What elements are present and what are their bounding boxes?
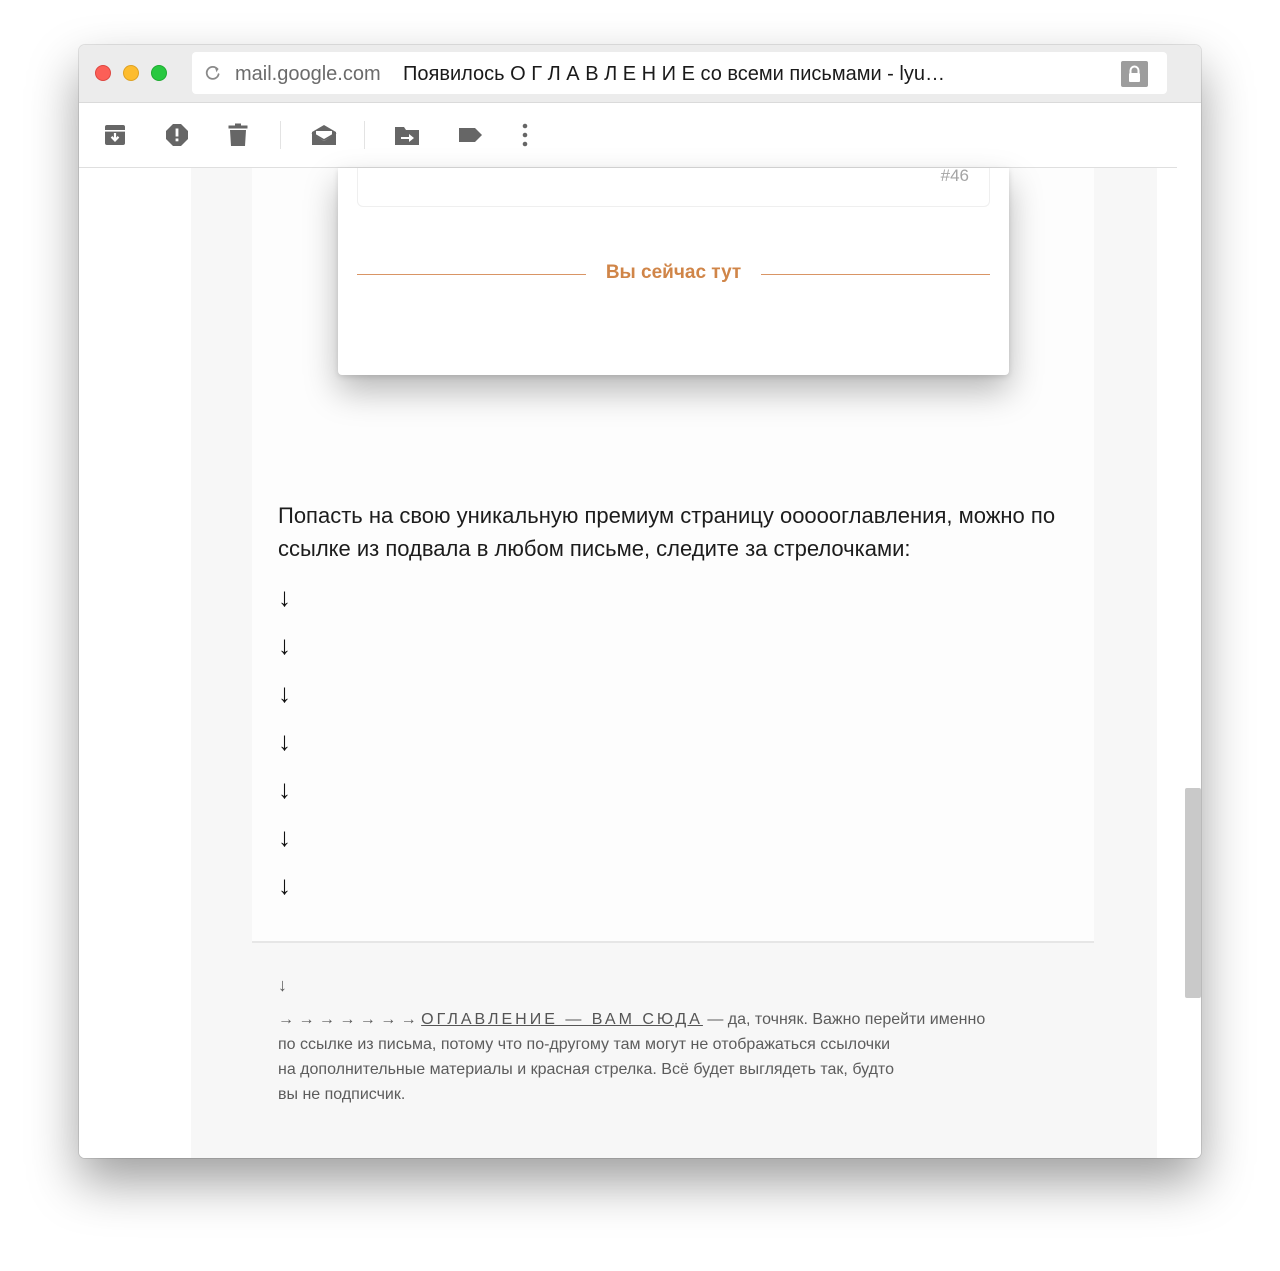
you-are-here-marker (357, 262, 990, 288)
toolbar-separator (364, 121, 365, 149)
minimize-window-button[interactable] (123, 65, 139, 81)
issue-number: #46 (940, 166, 969, 185)
more-options-icon[interactable] (519, 123, 531, 147)
move-to-icon[interactable] (394, 123, 420, 147)
email-footer (278, 973, 1078, 1107)
down-arrows (278, 580, 291, 916)
down-arrow-icon: ↓ (278, 774, 291, 804)
page-title: Появилось О Г Л А В Л Е Н И Е со всеми письмами - lyu… (403, 63, 945, 85)
right-arrows: → → → → → → → (278, 1011, 422, 1028)
zoom-window-button[interactable] (151, 65, 167, 81)
browser-window (79, 45, 1201, 1158)
toc-preview-image (338, 168, 1009, 375)
toolbar-separator (280, 121, 281, 149)
footer-paragraph (278, 1007, 1078, 1107)
label-icon[interactable] (457, 123, 483, 147)
email-area (191, 168, 1157, 1158)
reload-icon[interactable] (204, 64, 222, 82)
footer-text: — да, точняк. Важно перейти именно по ссылке из письма, потому что по-другому там могут не отображаться ссылочки на дополнительные материалы и красная стрелка. Всё будет выглядеть так, будто вы не подписчик. (278, 1011, 986, 1103)
address-bar[interactable] (192, 52, 1167, 94)
delete-icon[interactable] (226, 123, 250, 147)
scrollbar-thumb[interactable] (1185, 788, 1201, 998)
address-domain: mail.google.com (235, 63, 381, 85)
close-window-button[interactable] (95, 65, 111, 81)
down-arrow-icon: ↓ (278, 726, 291, 756)
lock-icon (1121, 61, 1148, 87)
down-arrow-icon: ↓ (278, 870, 291, 900)
archive-icon[interactable] (103, 123, 127, 147)
you-are-here-label: Вы сейчас тут (605, 262, 742, 283)
footer-divider (252, 941, 1094, 943)
down-arrow-icon: ↓ (278, 822, 291, 852)
email-body (252, 168, 1094, 941)
title-bar (79, 45, 1201, 103)
message-viewport (79, 168, 1201, 1158)
gmail-toolbar (79, 103, 1177, 168)
down-arrow-icon: ↓ (278, 678, 291, 708)
down-arrow-icon: ↓ (278, 582, 291, 612)
mark-unread-icon[interactable] (310, 123, 338, 147)
toc-link[interactable]: ОГЛАВЛЕНИЕ — ВАМ СЮДА (421, 1011, 703, 1028)
issue-card (357, 168, 990, 207)
report-spam-icon[interactable] (165, 123, 189, 147)
footer-down-arrow-icon: ↓ (278, 975, 287, 995)
down-arrow-icon: ↓ (278, 630, 291, 660)
intro-paragraph: Попасть на свою уникальную премиум страницу оооооглавления, можно по ссылке из подвала в любом письме, следите за стрелочками: (278, 503, 1056, 561)
